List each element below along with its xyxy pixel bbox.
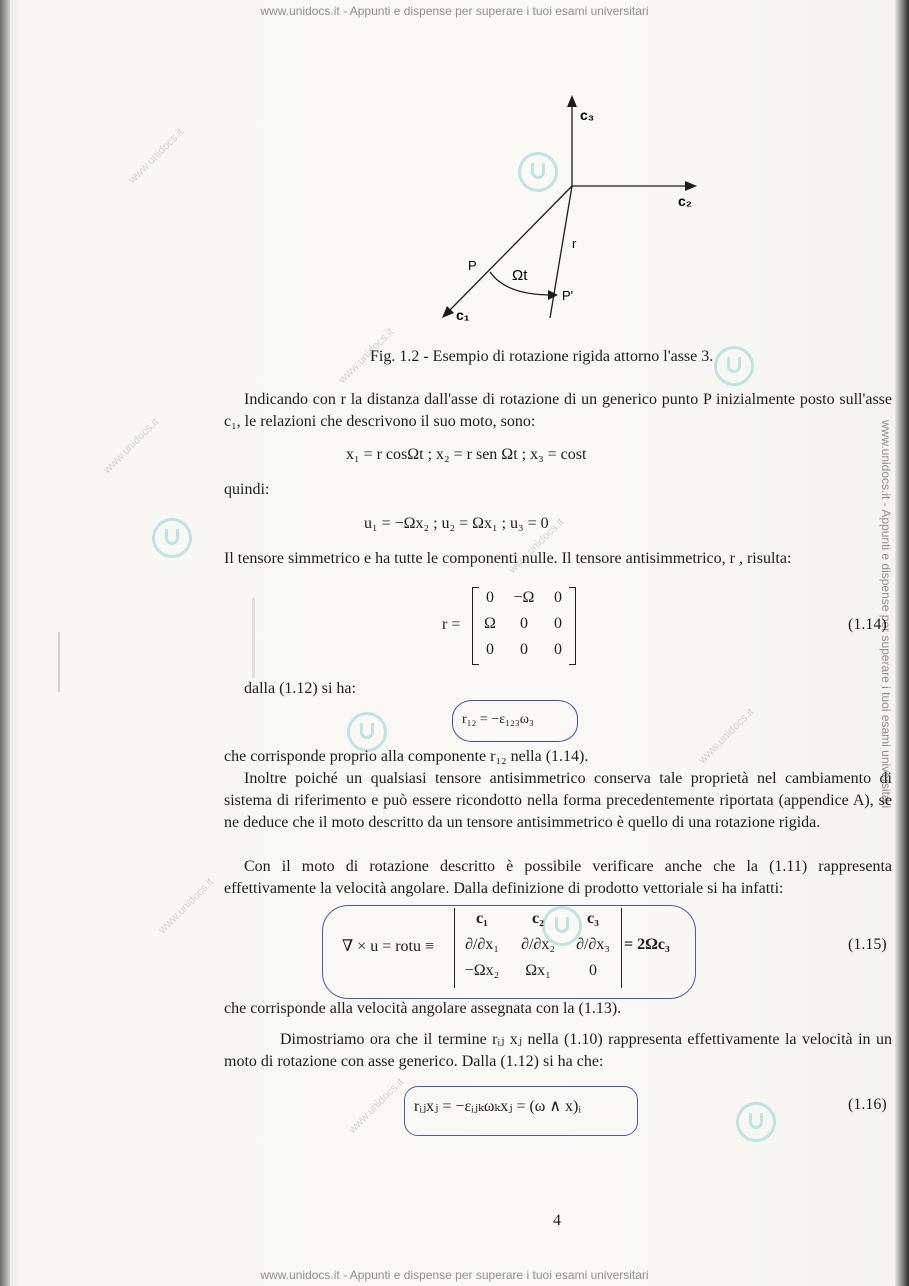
paragraph-component: che corrisponde proprio alla componente r₁₂ nella (1.14). xyxy=(224,748,589,765)
scan-right-edge xyxy=(895,0,909,1286)
label-c1: c₁ xyxy=(456,307,470,323)
watermark-diagonal: www.unidocs.it xyxy=(126,126,187,186)
paragraph-demonstration: Dimostriamo ora che il termine rᵢⱼ xⱼ nella (1.10) rappresenta effettivamente la velocità in un moto di rotazione con asse generico. Dalla (1.12) si ha che: xyxy=(224,1031,892,1070)
figure-caption: Fig. 1.2 - Esempio di rotazione rigida attorno l'asse 3. xyxy=(370,348,714,365)
rotation-diagram xyxy=(420,90,720,330)
determinant-cell: −Ωx₂ xyxy=(464,962,500,979)
watermark-diagonal: www.unidocs.it xyxy=(156,876,217,936)
axis-c3-arrowhead xyxy=(567,95,577,107)
curl-lhs: ∇ × u = rotu ≡ xyxy=(342,938,435,955)
matrix-cell: 0 xyxy=(520,615,528,632)
paragraph-tensors: Il tensore simmetrico e ha tutte le componenti nulle. Il tensore antisimmetrico, r , risulta: xyxy=(224,550,792,567)
determinant-cell: ∂/∂x₁ xyxy=(465,936,499,953)
page-number: 4 xyxy=(553,1212,561,1229)
equation-number-1-14: (1.14) xyxy=(848,616,887,633)
scan-mark xyxy=(58,632,60,692)
determinant-cell: ∂/∂x₂ xyxy=(521,936,555,953)
text-quindi: quindi: xyxy=(224,481,270,498)
equation-1-16: rᵢⱼxⱼ = −εᵢⱼₖωₖxⱼ = (ω ∧ x)ᵢ xyxy=(414,1098,581,1115)
determinant-cell: c₁ xyxy=(476,910,488,927)
watermark-side: www.unidocs.it - Appunti e dispense per superare i tuoi esami universitari xyxy=(879,420,893,809)
label-c3: c₃ xyxy=(580,107,595,123)
matrix-lhs: r = xyxy=(442,616,461,633)
paragraph-angular-velocity: Con il moto di rotazione descritto è possibile verificare anche che la (1.11) rappresenta effettivamente la velocità angolare. Dalla definizione di prodotto vettoriale si ha infatti: xyxy=(224,858,892,897)
matrix-cell: 0 xyxy=(554,589,562,606)
determinant xyxy=(454,908,622,988)
scan-left-edge xyxy=(0,0,10,1286)
axis-c2-arrowhead xyxy=(685,181,697,191)
equation-velocity: u₁ = −Ωx₂ ; u₂ = Ωx₁ ; u₃ = 0 xyxy=(364,515,549,532)
matrix-cell: 0 xyxy=(520,641,528,658)
text-dalla: dalla (1.12) si ha: xyxy=(244,680,356,697)
label-angle: Ωt xyxy=(512,267,528,284)
matrix-cell: 0 xyxy=(486,589,494,606)
equation-number-1-15: (1.15) xyxy=(848,936,887,953)
matrix-cell: 0 xyxy=(554,615,562,632)
matrix-cell: −Ω xyxy=(513,589,535,606)
scan-mark xyxy=(252,598,255,678)
watermark-diagonal: www.unidocs.it xyxy=(346,1076,407,1136)
watermark-logo-icon xyxy=(736,1102,776,1142)
equation-number-1-16: (1.16) xyxy=(848,1096,887,1113)
label-P-prime: P' xyxy=(562,288,574,303)
watermark-diagonal: www.unidocs.it xyxy=(696,706,757,766)
watermark-diagonal: www.unidocs.it xyxy=(101,416,162,476)
watermark-logo-icon xyxy=(152,518,192,558)
label-r: r xyxy=(572,236,577,251)
curl-rhs: = 2Ωc₃ xyxy=(624,936,670,953)
determinant-cell: c₂ xyxy=(532,910,544,927)
determinant-cell: c₃ xyxy=(587,910,599,927)
matrix-r xyxy=(472,587,576,665)
watermark-diagonal: www.unidocs.it xyxy=(506,516,567,576)
watermark-header: www.unidocs.it - Appunti e dispense per superare i tuoi esami universitari xyxy=(260,4,649,18)
label-P: P xyxy=(468,258,477,273)
matrix-cell: Ω xyxy=(484,615,496,632)
label-c2: c₂ xyxy=(678,193,693,209)
determinant-cell: Ωx₁ xyxy=(525,962,551,979)
paragraph-invariance: Inoltre poiché un qualsiasi tensore antisimmetrico conserva tale proprietà nel cambiamento di sistema di riferimento e può essere ricondotto nella forma precedentemente riportata (appendice A), se ne deduce che il moto descritto da un tensore antisimmetrico è quello di una rotazione rigida. xyxy=(224,770,892,831)
watermark-footer: www.unidocs.it - Appunti e dispense per superare i tuoi esami universitari xyxy=(260,1268,649,1282)
watermark-diagonal: www.unidocs.it xyxy=(336,326,397,386)
watermark-logo-icon xyxy=(714,346,754,386)
paragraph-intro: Indicando con r la distanza dall'asse di rotazione di un generico punto P inizialmente posto sull'asse c₁, le relazioni che descrivono il suo moto, sono: xyxy=(224,391,892,430)
determinant-cell: ∂/∂x₃ xyxy=(576,936,610,953)
matrix-cell: 0 xyxy=(554,641,562,658)
paragraph-assigned-velocity: che corrisponde alla velocità angolare assegnata con la (1.13). xyxy=(224,1000,622,1017)
matrix-cell: 0 xyxy=(486,641,494,658)
equation-motion: x₁ = r cosΩt ; x₂ = r sen Ωt ; x₃ = cost xyxy=(346,446,587,463)
equation-r12: r₁₂ = −ε₁₂₃ω₃ xyxy=(462,712,534,727)
determinant-cell: 0 xyxy=(589,962,597,979)
